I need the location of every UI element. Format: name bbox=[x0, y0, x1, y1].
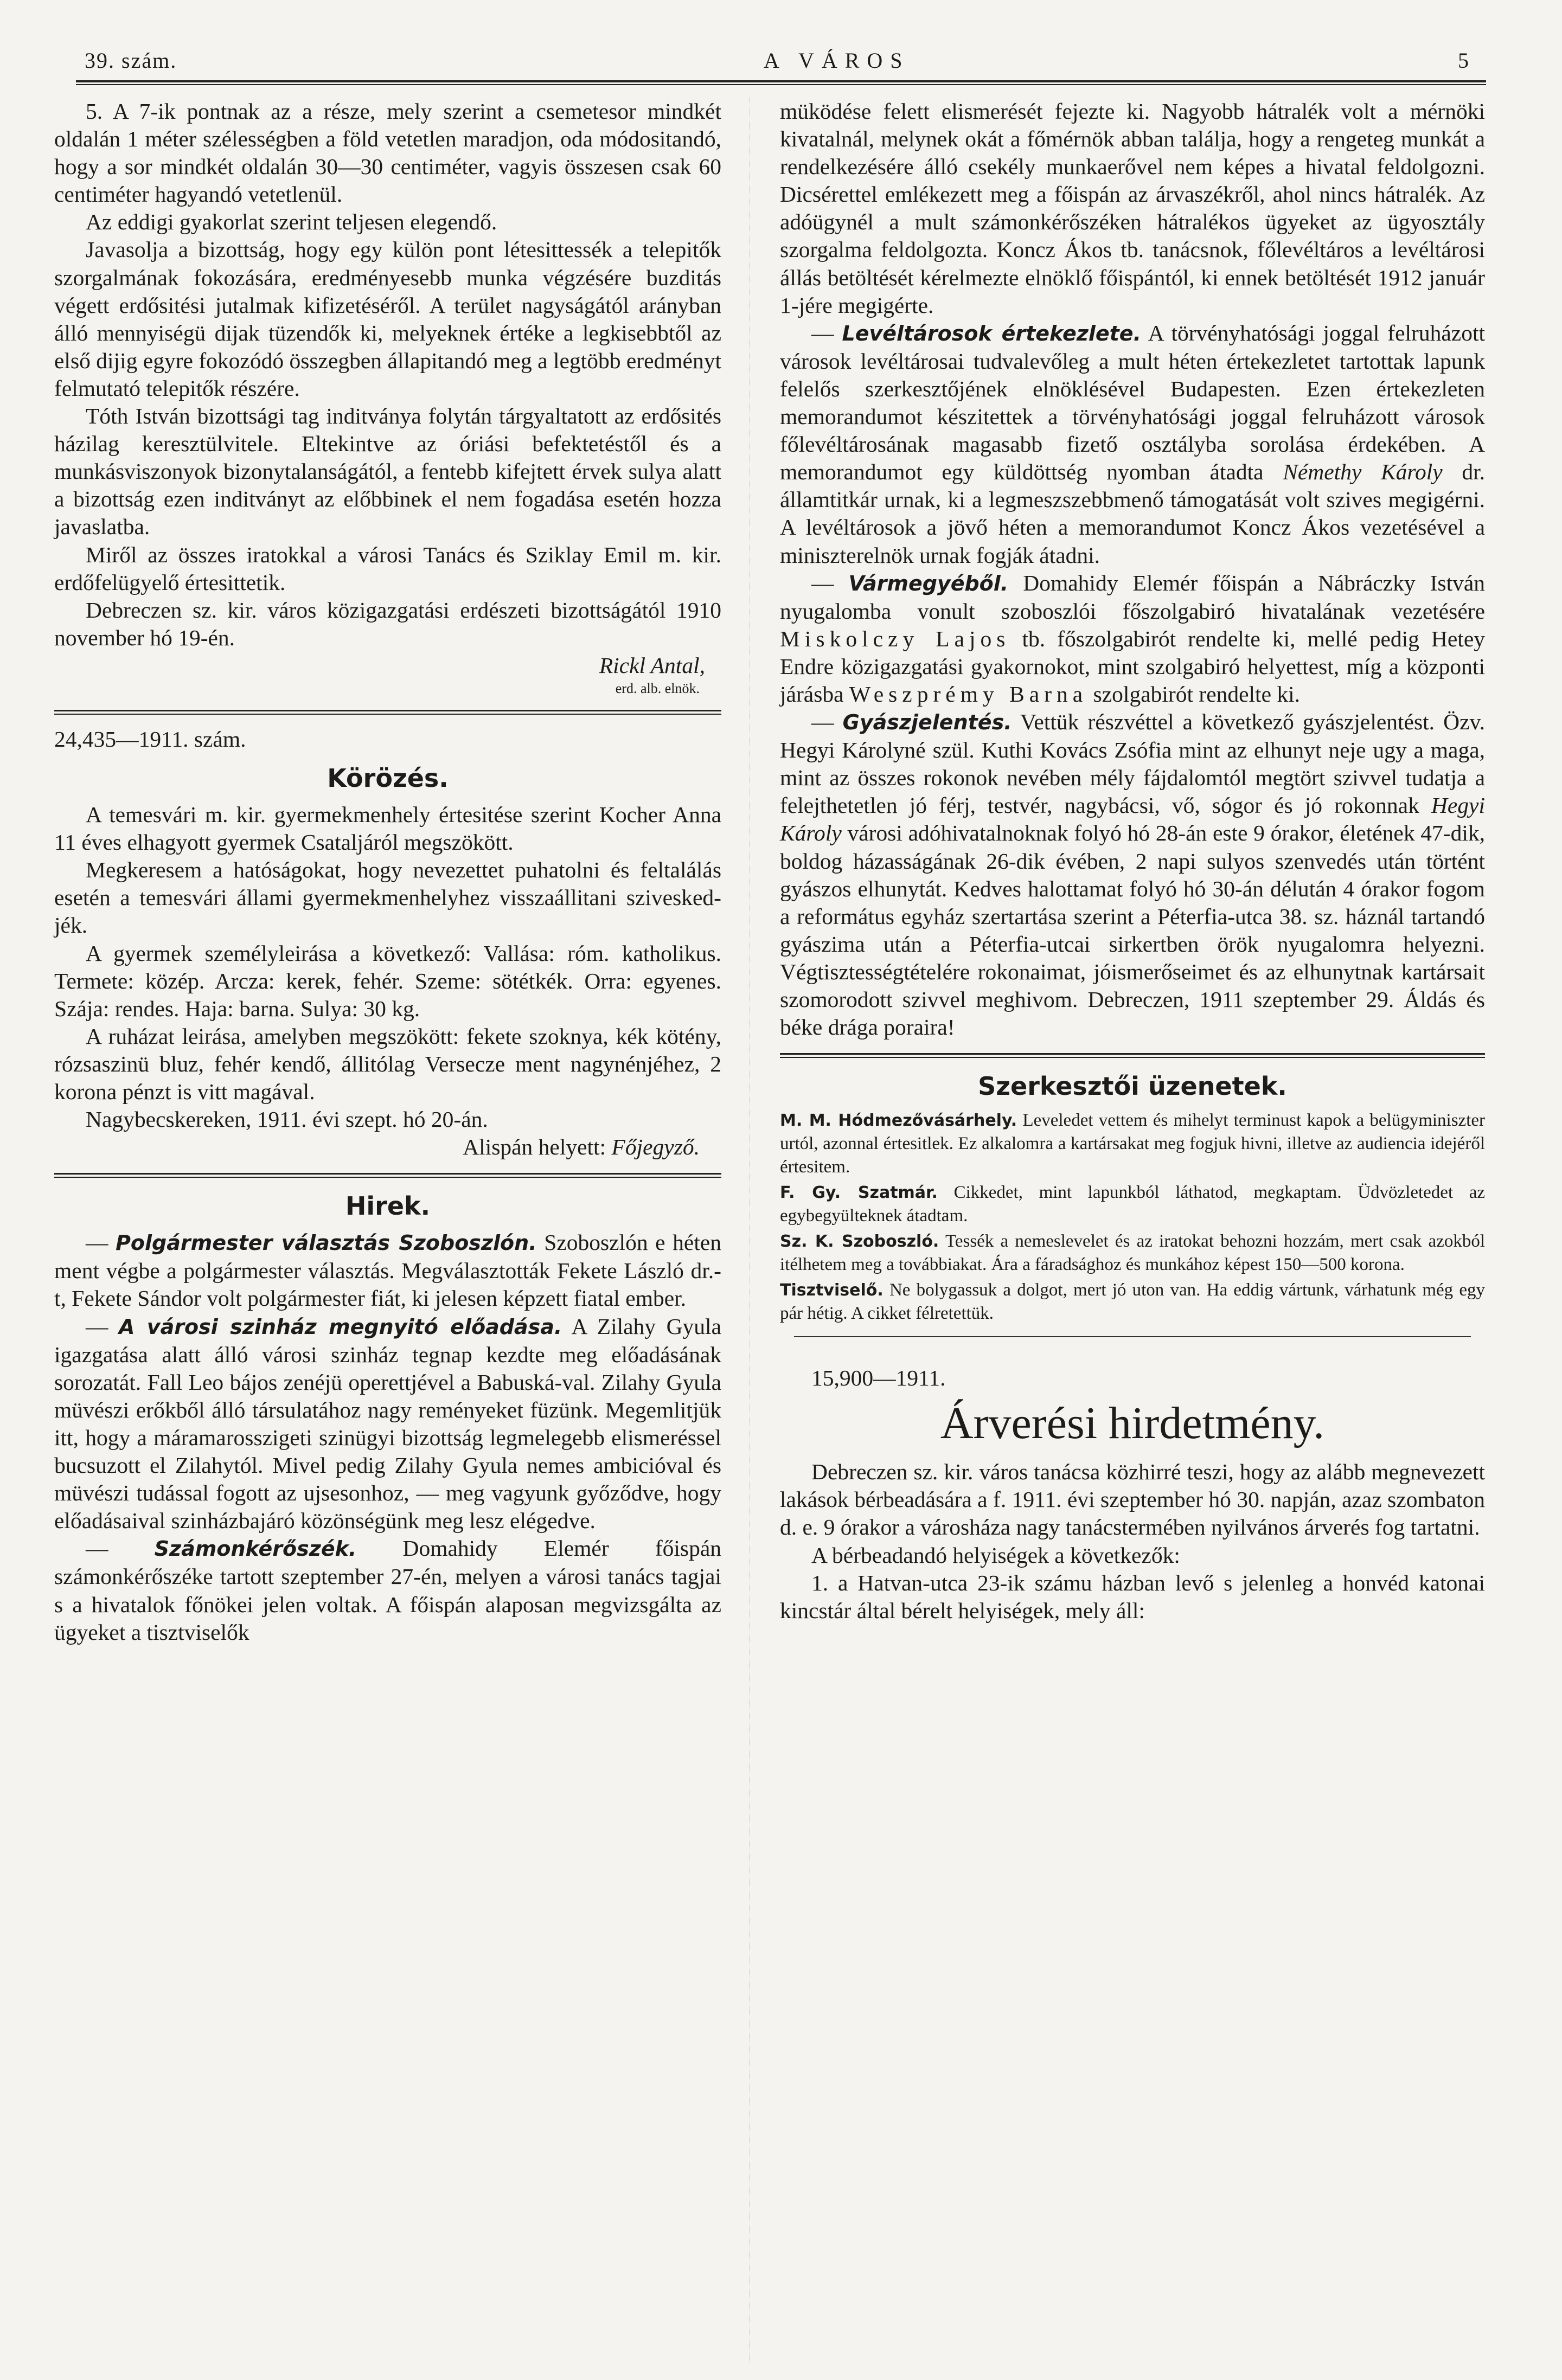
ad-signature-prefix: Alispán helyett: bbox=[463, 1134, 606, 1160]
news-item: — Vármegyéből. Domahidy Elemér főispán a Nábráczky István nyugalomba vonult szoboszlói főszolgabiró hivatalának vezetésére Miskolczy Lajos tb. főszolgabirót rendelte ki, mellé pedig Hetey Endre közigazgatási gyakornokot, mint szolgabiró helyettest, míg a központi járásba Weszprémy Barna szolgabirót rendelte ki. bbox=[780, 570, 1486, 707]
news-keyword: Számonkérőszék. bbox=[154, 1537, 357, 1561]
message-text: Leveledet vettem és mihelyt terminust kapok a belügyminiszter urtól, azonnal értesitlek. Ez alkalomra a kartársakat meg fogjuk hivni, illetve az audiencia idejéről értesitem. bbox=[780, 1111, 1486, 1177]
news-title: Hirek. bbox=[345, 1191, 431, 1221]
news-text: Domahidy Elemér főispán számonkérőszéke tartott szeptember 27-én, melyen a városi tanács tagjai s a hivatalok főnökei jelen voltak. A főispán alaposan megvizsgálta az ügyeket a tisztviselők bbox=[54, 1536, 722, 1645]
paragraph: A gyermek személyleirása a következő: Vallása: róm. katholikus. Termete: közép. Arcza: kerek, fehér. Szeme: sötétkék. Orra: egyenes. Szája: rendes. Haja: barna. Sulya: 30 kg. bbox=[54, 940, 721, 1021]
editor-message bbox=[780, 1279, 1485, 1325]
news-keyword: Polgármester választás Szoboszlón. bbox=[116, 1231, 537, 1255]
news-keyword: Gyászjelentés. bbox=[842, 710, 1012, 735]
paragraph: 5. A 7-ik pontnak az a része, mely szerint a csemetesor mindkét oldalán 1 méter szélességben a föld vetetlen maradjon, oda módositandó, hogy a sor mindkét oldalán 30—30 centiméter, vagyis összesen csak 60 centiméter hagyandó vetetlenül. bbox=[54, 99, 721, 207]
person-name: Hegyi Károly bbox=[780, 793, 1485, 846]
news-keyword: Levéltárosok értekezlete. bbox=[842, 321, 1142, 345]
ad-signature-role: Főjegyző. bbox=[611, 1134, 700, 1160]
message-recipient: Tisztviselő. bbox=[780, 1281, 884, 1300]
message-recipient: M. M. Hódmezővásárhely. bbox=[780, 1111, 1017, 1131]
news-text: A törvényhatósági joggal felruházott városok levéltárosai tudvalevőleg a mult héten értekezletet tartottak lapunk felelős szerkesztőjének elnöklésével Budapesten. Ezen értekezleten memorandumot készitettek a törvényhatósági joggal felruházott városok főlevéltárosának magasabb fizető osztályba sorolása érdekében. A memorandumot egy küldöttség nyomban átadta bbox=[780, 320, 1485, 485]
section-rule bbox=[794, 1336, 1471, 1337]
person-name: Weszprémy Barna bbox=[849, 681, 1088, 707]
editor-messages-title: Szerkesztői üzenetek. bbox=[978, 1072, 1287, 1101]
auction-number: 15,900—1911. bbox=[811, 1365, 946, 1391]
paragraph: Miről az összes iratokkal a városi Tanács és Sziklay Emil m. kir. erdőfelügyelő értesittetik. bbox=[54, 542, 721, 595]
section-rule bbox=[54, 710, 721, 715]
paragraph: Debreczen sz. kir. város tanácsa közhirré teszi, hogy az alább megnevezett lakások bérbeadására a f. 1911. évi szeptember hó 30. napján, azaz szombaton d. e. 9 órakor a városháza nagy tanácstermében nyilvános árverés fog tartatni. bbox=[780, 1459, 1485, 1540]
ad-signature bbox=[54, 1133, 721, 1161]
paragraph: A temesvári m. kir. gyermekmenhely értesitése szerint Kocher Anna 11 éves elhagyott gyermek Csataljáról megszökött. bbox=[54, 802, 721, 855]
page-number: 5 bbox=[1458, 48, 1470, 73]
header-rule bbox=[76, 80, 1486, 85]
editor-message bbox=[780, 1181, 1485, 1228]
news-text: dr. államtitkár urnak, ki a legmeszszebbmenő támogatását volt szives megigérni. A levéltárosok a jövő héten a memorandumot Koncz Ákos vezetésével a miniszterelnök urnak fogják átadni. bbox=[780, 459, 1485, 568]
news-text: városi adóhivatalnoknak folyó hó 28-án este 9 órakor, életének 47-dik, boldog házasságának 26-dik évében, 2 napi sulyos szenvedés után történt gyászos elhunytát. Kedves halottamat folyó hó 30-án délután 4 órakor fogom a református egyház szertartása szerint a Péterfia-utca 38. sz. háznál tartandó gyászima után a Péterfia-utcai sirkertben örök nyugalomra helyezni. Végtisztességtételére rokonaimat, jóismerőseimet és az elhunytnak kartársait szomorodott szivvel meghivom. Debreczen, 1911 szeptember 29. Áldás és béke drága poraira! bbox=[780, 820, 1485, 1040]
paragraph: Javasolja a bizottság, hogy egy külön pont létesittessék a telepitők szorgalmának fokozására, eredményesebb munka végzésére buzditás végett erdősitési jutalmak kifizetéséről. A terület nagyságától arányban álló mennyiségü dijak tüzendők ki, melyeknek értéke a legkisebbtől az első dijig egyre fokozódó összegben állapitandó meg a legtöbb eredményt felmutató telepitők részére. bbox=[54, 237, 721, 401]
message-text: Cikkedet, mint lapunkból láthatod, megkaptam. Üdvözletedet az egybegyülteknek átadtam. bbox=[780, 1183, 1486, 1226]
right-column bbox=[780, 98, 1485, 1625]
news-item: — A városi szinház megnyitó előadása. A Zilahy Gyula igazgatása alatt álló városi szinház tegnap kezdte meg előadásának sorozatát. Fall Leo bájos zenéjü operettjével a Babuská-val. Zilahy Gyula müvészi erőkből álló társulatához nagy reményeket füzünk. Megemlitjük itt, hogy a máramarosszigeti szinügyi bizottság legmelegebb elismeréssel bucsuzott el Zilahytól. Mivel pedig Zilahy Gyula nemes ambicióval és müvészi tudással fogott az ujsesonhoz, — meg vagyunk győződve, hogy előadásaival szinházbajáró közönségünk meg lesz elégedve. bbox=[54, 1313, 721, 1534]
news-text: A Zilahy Gyula igazgatása alatt álló városi szinház tegnap kezdte meg előadásának sorozatát. Fall Leo bájos zenéjü operettjével a Babuská-val. Zilahy Gyula müvészi erőkből álló társulatához nagy reményeket füzünk. Megemlitjük itt, hogy a máramarosszigeti szinügyi bizottság legmelegebb elismeréssel bucsuzott el Zilahytól. Mivel pedig Zilahy Gyula nemes ambicióval és müvészi tudással fogott az ujsesonhoz, — meg vagyunk győződve, hogy előadásaival szinházbajáró közönségünk meg lesz elégedve. bbox=[54, 1313, 721, 1534]
paragraph: Megkeresem a hatóságokat, hogy nevezettet puhatolni és feltalálás esetén a temesvári állami gyermekmenhelyhez visszaállitani sziveskedjék. bbox=[54, 857, 721, 938]
news-item: — Számonkérőszék. Domahidy Elemér főispán számonkérőszéke tartott szeptember 27-én, melyen a városi tanács tagjai s a hivatalok főnökei jelen voltak. A főispán alaposan megvizsgálta az ügyeket a tisztviselők bbox=[54, 1536, 722, 1645]
left-column bbox=[54, 98, 721, 1646]
paragraph: 1. a Hatvan-utca 23-ik számu házban levő s jelenleg a honvéd katonai kincstár által bérelt helyiségek, mely áll: bbox=[780, 1570, 1485, 1623]
person-name: Miskolczy Lajos bbox=[780, 626, 1010, 651]
paragraph: Nagybecskereken, 1911. évi szept. hó 20-án. bbox=[86, 1107, 488, 1132]
ad-title: Körözés. bbox=[327, 764, 449, 793]
paragraph: Az eddigi gyakorlat szerint teljesen elegendő. bbox=[86, 209, 497, 235]
auction-title: Árverési hirdetmény. bbox=[940, 1398, 1325, 1449]
news-text: tb. főszolgabirót rendelte ki, mellé pedig Hetey Endre közigazgatási gyakornokot, mint szolgabiró helyettest, míg a központi járásba bbox=[780, 626, 1486, 707]
news-text: Domahidy Elemér főispán a Nábráczky István nyugalomba vonult szoboszlói főszolgabiró hivatalának vezetésére bbox=[780, 570, 1486, 624]
section-rule bbox=[54, 1173, 721, 1178]
news-text: Szoboszlón e héten ment végbe a polgármester választás. Megválasztották Fekete László dr.-t, Fekete Sándor volt polgármester fiát, ki jelesen képzett fiatal ember. bbox=[54, 1230, 722, 1311]
paragraph: müködése felett elismerését fejezte ki. Nagyobb hátralék volt a mérnöki kivatalnál, melynek okát a főmérnök abban találja, hogy a rengeteg munkát a rendelkezésére álló csekély munkaerővel nem képes a hivatal feldolgozni. Dicsérettel emlékezett meg a főispán az árvaszékről, ahol nincs hátralék. Az adóügynél a mult számonkérőszéken hátralékos ügyeket az ügyosztály szorgalma feldolgozta. Koncz Ákos tb. tanácsnok, főlevéltáros a levéltárosi állás betöltését kérelmezte elnöklő főispántól, ki ennek betöltését 1912 január 1-jére megigérte. bbox=[780, 99, 1485, 318]
message-recipient: Sz. K. Szoboszló. bbox=[780, 1232, 939, 1252]
news-text: szolgabirót rendelte ki. bbox=[1093, 681, 1301, 707]
news-keyword: A városi szinház megnyitó előadása. bbox=[119, 1314, 562, 1339]
news-item: — Levéltárosok értekezlete. A törvényhatósági joggal felruházott városok levéltárosai tudvalevőleg a mult héten értekezletet tartottak lapunk felelős szerkesztőjének elnöklésével Budapesten. Ezen értekezleten memorandumot készitettek a törvényhatósági joggal felruházott városok főlevéltárosának magasabb fizető osztályba sorolása érdekében. A memorandumot egy küldöttség nyomban átadta Némethy Károly dr. államtitkár urnak, ki a legmeszszebbmenő támogatását volt szives megigérni. A levéltárosok a jövő héten a memorandumot Koncz Ákos vezetésével a miniszterelnök urnak fogják átadni. bbox=[780, 320, 1485, 568]
news-text: Vettük részvéttel a következő gyászjelentést. Özv. Hegyi Károlyné szül. Kuthi Kovács Zsófia mint az elhunyt neje ugy a maga, mint az összes rokonok nevében mély fájdalomtól megtört szivvel tudatja a felejthetetlen jó férj, testvér, nagybácsi, vő, sógor és jó rokonnak bbox=[780, 709, 1485, 818]
message-text: Ne bolygassuk a dolgot, mert jó uton van. Ha eddig vártunk, várhatunk még egy pár hétig. A cikket félretettük. bbox=[780, 1280, 1485, 1324]
issue-number: 39. szám. bbox=[85, 48, 177, 73]
news-item: — Polgármester választás Szoboszlón. Szoboszlón e héten ment végbe a polgármester választás. Megválasztották Fekete László dr.-t, Fekete Sándor volt polgármester fiát, ki jelesen képzett fiatal ember. bbox=[54, 1230, 722, 1311]
page-header bbox=[76, 48, 1470, 80]
paragraph: A bérbeadandó helyiségek a következők: bbox=[811, 1542, 1180, 1568]
signature-title: erd. alb. elnök. bbox=[615, 680, 700, 696]
paragraph: A ruházat leirása, amelyben megszökött: fekete szoknya, kék kötény, rózsaszinü bluz, fehér kendő, állitólag Versecze ment nagynénjéhez, 2 korona pénzt is vitt magával. bbox=[54, 1023, 721, 1104]
paragraph: Tóth István bizottsági tag inditványa folytán tárgyaltatott az erdősités házilag keresztülvitele. Eltekintve az óriási befektetéstől és a munkásviszonyok bizonytalanságától, a fentebb kifejtett érvek sulya alatt a bizottság ezen inditványt az előbbinek el nem fogadása esetén hozza javaslatba. bbox=[54, 403, 721, 540]
news-keyword: Vármegyéből. bbox=[848, 571, 1009, 595]
editor-messages bbox=[780, 1109, 1485, 1325]
paragraph: Debreczen sz. kir. város közigazgatási erdészeti bizottságától 1910 november hó 19-én. bbox=[54, 597, 721, 650]
newspaper-title: A VÁROS bbox=[764, 48, 910, 73]
editor-message bbox=[780, 1230, 1485, 1276]
message-recipient: F. Gy. Szatmár. bbox=[780, 1183, 938, 1203]
news-item: — Gyászjelentés. Vettük részvéttel a következő gyászjelentést. Özv. Hegyi Károlyné szül. Kuthi Kovács Zsófia mint az elhunyt neje ugy a maga, mint az összes rokonok nevében mély fájdalomtól megtört szivvel tudatja a felejthetetlen jó férj, testvér, nagybácsi, vő, sógor és jó rokonnak Hegyi Károly városi adóhivatalnoknak folyó hó 28-án este 9 órakor, életének 47-dik, boldog házasságának 26-dik évében, 2 napi sulyos szenvedés után történt gyászos elhunytát. Kedves halottamat folyó hó 30-án délután 4 órakor fogom a református egyház szertartása szerint a Péterfia-utca 38. sz. háznál tartandó gyászima után a Péterfia-utcai sirkertben örök nyugalomra helyezni. Végtisztességtételére rokonaimat, jóismerőseimet és az elhunytnak kartársait szomorodott szivvel meghivom. Debreczen, 1911 szeptember 29. Áldás és béke drága poraira! bbox=[780, 709, 1485, 1040]
signature-name: Rickl Antal, bbox=[599, 652, 705, 678]
editor-message bbox=[780, 1109, 1485, 1179]
message-text: Tessék a nemeslevelet és az iratokat behozni hozzám, mert csak azokból itélhetem meg a továbbiakat. Ára a fáradsághoz és munkához képest 150—500 korona. bbox=[780, 1231, 1485, 1275]
ad-number: 24,435—1911. szám. bbox=[54, 726, 246, 752]
person-name: Némethy Károly bbox=[1283, 459, 1443, 485]
section-rule bbox=[780, 1053, 1485, 1058]
